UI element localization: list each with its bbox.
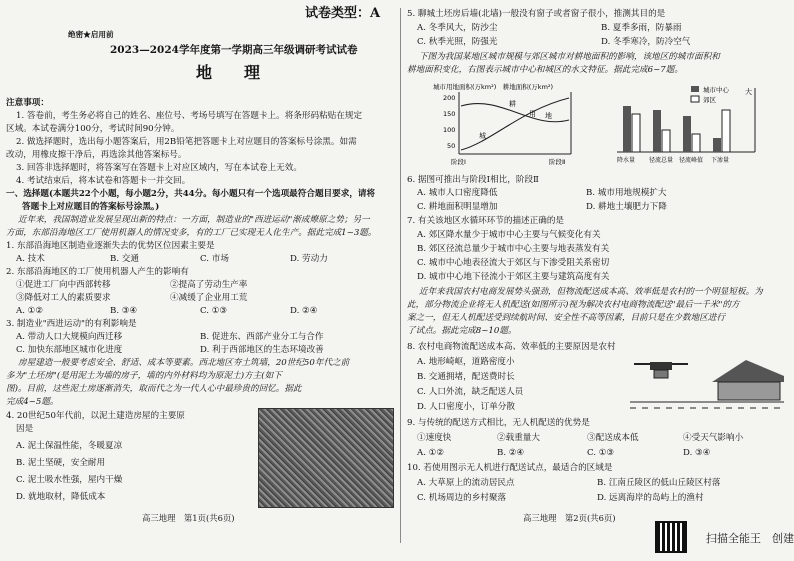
subject-title: 地 理 xyxy=(196,63,269,82)
passage-1-line-2: 方面，东部沿海地区工厂使用机器人的情况变多，有的工厂已实现无人化生产。据此完成1~3题。 xyxy=(6,228,377,238)
drone-delivery-illustration xyxy=(626,352,786,410)
q7-option-c: C. 城市中心地表径流大于郊区与下渗受阻关系密切 xyxy=(417,258,610,268)
land-chart-y-tick: 50 xyxy=(447,142,456,150)
drone-body xyxy=(650,362,672,370)
q3-option-b: B. 促进东、西部产业分工与合作 xyxy=(200,332,324,342)
q7-option-d: D. 城市中心地下径流小于郊区主要与建筑高度有关 xyxy=(417,272,610,282)
question-5: 5. 聊城土坯房后墙(北墙)一般没有窗子或者窗子很小，推测其目的是 xyxy=(407,9,666,19)
bar-precip-suburb xyxy=(632,114,640,152)
legend-suburb-label: 郊区 xyxy=(703,96,716,104)
q3-option-c: C. 加快东部地区城市化进度 xyxy=(16,345,123,355)
question-4-cont: 因是 xyxy=(16,424,34,434)
passage-2-line-3: 图)。目前，这些泥土房逐渐消失，取而代之为一代人心中最珍贵的回忆。据此 xyxy=(6,384,302,394)
q4-option-b: B. 泥土坚硬，安全耐用 xyxy=(16,458,106,468)
q6-option-c: C. 耕地面积明显增加 xyxy=(417,202,498,212)
q9-choice-2: ②载重量大 xyxy=(497,433,540,443)
q2-option-d: D. ②④ xyxy=(290,306,318,316)
bar-infiltration-suburb xyxy=(722,110,730,152)
note-line-4: 改动，用橡皮擦干净后，再选涂其他答案标号。 xyxy=(6,150,187,160)
q4-option-c: C. 泥土吸水性强，屋内干燥 xyxy=(16,475,123,485)
note-line-6: 4. 考试结束后，将本试卷和答题卡一并交回。 xyxy=(16,176,191,186)
passage-3-line-1: 下图为我国某地区城市规模与郊区城市对耕地面积的影响，该地区的城市面积和 xyxy=(419,52,720,62)
hydro-chart-x-tick: 径流总量 xyxy=(649,157,674,164)
q8-option-b: B. 交通拥堵，配送费时长 xyxy=(417,372,515,382)
question-9: 9. 与传统的配送方式相比，无人机配送的优势是 xyxy=(407,418,590,428)
exam-title: 2023—2024学年度第一学期高三年级调研考试试卷 xyxy=(110,44,358,56)
q5-option-b: B. 夏季多雨，防暴雨 xyxy=(601,23,682,33)
q2-choice-2: ②提高了劳动生产率 xyxy=(170,280,248,290)
q10-option-d: D. 远离海岸的岛屿上的渔村 xyxy=(597,493,704,503)
scanner-brand: 扫描全能王 创建 xyxy=(706,532,794,545)
q2-option-c: C. ①③ xyxy=(200,306,228,316)
q9-option-b: B. ②④ xyxy=(497,448,525,458)
paper-type: 试卷类型：A xyxy=(305,6,381,21)
land-chart-y-tick: 200 xyxy=(443,94,456,102)
passage-2-line-1: 房屋建造一般要考虑安全、舒适、成本等要素。西北地区夯土筑墙，20世纪50年代之前 xyxy=(18,358,350,368)
q10-option-b: B. 江南丘陵区的低山丘陵区村落 xyxy=(597,478,721,488)
mud-house-photo xyxy=(258,408,394,508)
q9-option-c: C. ①③ xyxy=(587,448,615,458)
q2-choice-4: ④减缓了企业用工荒 xyxy=(170,293,248,303)
house-roof xyxy=(712,360,784,382)
q10-option-a: A. 大草原上的流动居民点 xyxy=(417,478,515,488)
hydrology-bar-chart xyxy=(613,80,773,170)
q8-option-c: C. 人口外流，缺乏配送人员 xyxy=(417,387,524,397)
question-3: 3. 制造业"西进运动"的有利影响是 xyxy=(6,319,137,329)
q6-option-a: A. 城市人口密度降低 xyxy=(417,188,498,198)
bar-runoff-suburb xyxy=(662,130,670,152)
secret-label: 绝密★启用前 xyxy=(68,30,114,39)
legend-urban-swatch xyxy=(691,86,699,92)
q9-choice-4: ④受天气影响小 xyxy=(683,433,744,443)
question-7: 7. 有关该地区水循环环节的描述正确的是 xyxy=(407,216,565,226)
legend-urban-label: 城市中心 xyxy=(703,86,729,94)
series-label: 用 xyxy=(529,110,536,118)
note-line-2: 区域。本试卷满分100分，考试时间90分钟。 xyxy=(6,124,180,134)
q8-option-a: A. 地形崎岖，道路密度小 xyxy=(417,357,515,367)
q2-choice-1: ①促进工厂向中西部转移 xyxy=(16,280,111,290)
land-area-chart xyxy=(421,80,601,170)
house-wall xyxy=(718,382,780,400)
hydro-chart-x-tick: 降水量 xyxy=(617,157,636,164)
q9-option-d: D. ③④ xyxy=(683,448,711,458)
q2-option-b: B. ③④ xyxy=(110,306,138,316)
question-10: 10. 若使用图示无人机进行配送试点，最适合的区域是 xyxy=(407,463,613,473)
q6-option-d: D. 耕地土壤肥力下降 xyxy=(586,202,667,212)
q1-option-c: C. 市场 xyxy=(200,254,229,264)
q4-option-a: A. 泥土保温性能，冬暖夏凉 xyxy=(16,441,123,451)
question-2: 2. 东部沿海地区的工厂使用机器人产生的影响有 xyxy=(6,267,189,277)
question-1: 1. 东部沿海地区制造业逐渐失去的优势区位因素主要是 xyxy=(6,241,215,251)
q9-option-a: A. ①② xyxy=(417,448,445,458)
q5-option-c: C. 秋季光照，防强光 xyxy=(417,37,498,47)
series-label: 地 xyxy=(545,112,552,120)
q1-option-b: B. 交通 xyxy=(110,254,139,264)
land-chart-x-tick: 阶段Ⅱ xyxy=(549,158,566,166)
question-4: 4. 20世纪50年代前，以泥土建造房屋的主要原 xyxy=(6,411,185,421)
bar-precip-urban xyxy=(623,106,631,152)
column-divider xyxy=(400,8,401,543)
q3-option-a: A. 带动人口大规模向西迁移 xyxy=(16,332,123,342)
land-chart-axis-label: 城市用地面积(万km²) 耕地面积(万km²) xyxy=(433,83,554,91)
footer-right: 高三地理 第2页(共6页) xyxy=(523,513,616,523)
bar-peak-suburb xyxy=(692,134,700,152)
q7-option-a: A. 郊区降水量少于城市中心主要与气候变化有关 xyxy=(417,230,601,240)
land-chart-y-tick: 100 xyxy=(443,126,456,134)
question-8: 8. 农村电商物流配送成本高、效率低的主要原因是农村 xyxy=(407,342,616,352)
series-label: 耕 xyxy=(509,100,516,108)
hydro-chart-x-tick: 径流峰值 xyxy=(679,157,704,164)
bar-infiltration-urban xyxy=(713,138,721,152)
bar-peak-urban xyxy=(683,116,691,152)
hydro-chart-y-label: 大 xyxy=(745,88,752,96)
passage-4-line-4: 了试点。据此完成8~10题。 xyxy=(407,326,517,336)
footer-left: 高三地理 第1页(共6页) xyxy=(142,513,235,523)
q2-option-a: A. ①② xyxy=(16,306,44,316)
q9-choice-3: ③配送成本低 xyxy=(587,433,639,443)
q10-option-c: C. 机场周边的乡村聚落 xyxy=(417,493,507,503)
bar-runoff-urban xyxy=(653,110,661,152)
q6-option-b: B. 城市用地规模扩大 xyxy=(586,188,667,198)
land-chart-y-tick: 150 xyxy=(443,110,456,118)
q1-option-a: A. 技术 xyxy=(16,254,45,264)
passage-4-line-1: 近年来我国农村电商发展势头强劲，但物流配送成本高、效率低是农村的一个明显短板。为 xyxy=(419,287,763,297)
q9-choice-1: ①速度快 xyxy=(417,433,452,443)
series-label: 城 xyxy=(479,132,486,140)
q5-option-a: A. 冬季风大，防沙尘 xyxy=(417,23,498,33)
question-6: 6. 据图可推出与阶段Ⅰ相比，阶段Ⅱ xyxy=(407,175,539,185)
note-line-3: 2. 做选择题时，选出每小题答案后，用2B铅笔把答题卡上对应题目的答案标号涂黑。如需 xyxy=(16,137,357,147)
note-line-5: 3. 回答非选择题时，将答案写在答题卡上对应区域内，写在本试卷上无效。 xyxy=(16,163,302,173)
note-line-1: 1. 答卷前，考生务必将自己的姓名、座位号、考场号填写在答题卡上。将条形码粘贴在规定 xyxy=(16,111,363,121)
q1-option-d: D. 劳动力 xyxy=(290,254,328,264)
passage-1-line-1: 近年来，我国制造业发展呈现出新的特点：一方面，制造业的"西进运动"渐成燎原之势；另一 xyxy=(18,215,370,225)
passage-4-line-3: 案之一，但无人机配送受到续航时间、安全性不高等因素，目前只是在少数地区进行 xyxy=(407,313,725,323)
passage-4-line-2: 此，部分物流企业将无人机配送(如图所示)视为解决农村电商物流配送"最后一千米"的方 xyxy=(407,300,740,310)
notes-title: 注意事项： xyxy=(6,98,49,108)
legend-suburb-swatch xyxy=(691,96,699,102)
q8-option-d: D. 人口密度小，订单分散 xyxy=(417,402,515,412)
passage-2-line-4: 完成4~5题。 xyxy=(6,397,59,407)
drone-package xyxy=(654,370,668,378)
qr-code-icon xyxy=(655,521,687,553)
section-one-header-cont: 答题卡上对应题目的答案标号涂黑。) xyxy=(22,202,160,212)
passage-3-line-2: 耕地面积变化，右图表示城市中心和城区的水文特征。据此完成6~7题。 xyxy=(407,65,683,75)
q7-option-b: B. 郊区径流总量少于城市中心主要与地表蒸发有关 xyxy=(417,244,610,254)
q4-option-d: D. 就地取材，降低成本 xyxy=(16,492,106,502)
q5-option-d: D. 冬季寒冷，防冷空气 xyxy=(601,37,691,47)
hydro-chart-x-tick: 下渗量 xyxy=(711,157,730,164)
section-one-header: 一、选择题(本题共22个小题，每小题2分，共44分。每小题只有一个选项最符合题目要求，请将 xyxy=(6,189,376,199)
q3-option-d: D. 利于西部地区的生态环境改善 xyxy=(200,345,324,355)
passage-2-line-2: 多为"土坯房"(是用泥土为墙的房子，墙的内外材料均为原泥土)方主(如下 xyxy=(6,371,282,381)
land-chart-x-tick: 阶段Ⅰ xyxy=(451,158,466,166)
q2-choice-3: ③降低对工人的素质要求 xyxy=(16,293,111,303)
